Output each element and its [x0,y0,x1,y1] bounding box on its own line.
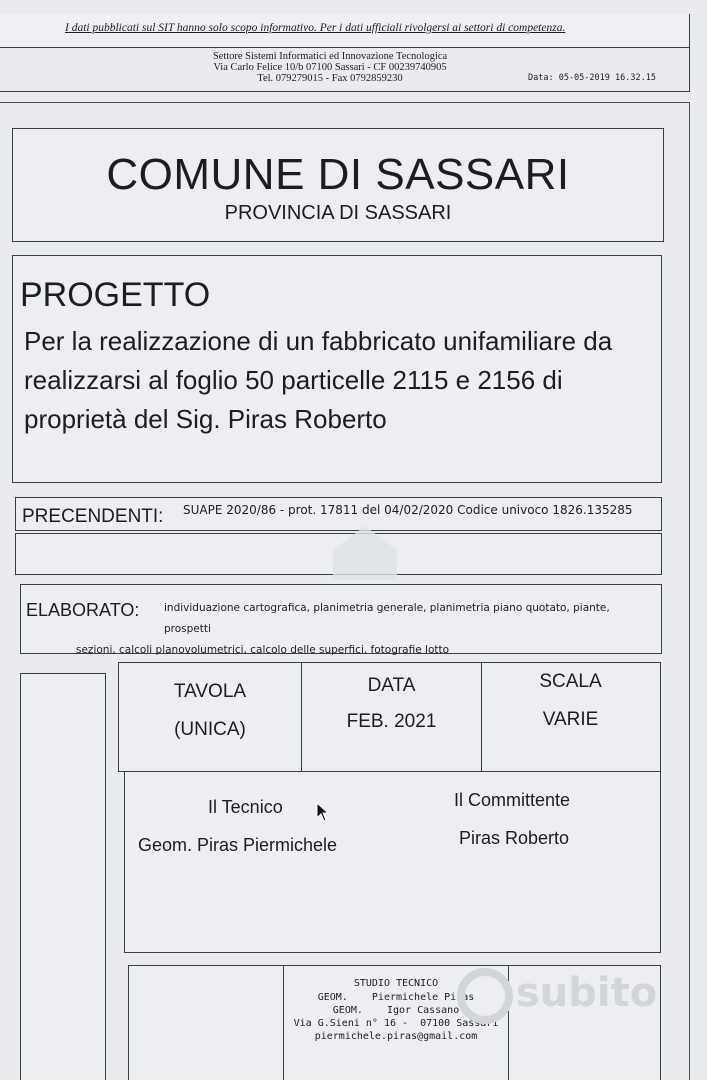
watermark-logo-icon [455,966,515,1026]
precedenti-value: SUAPE 2020/86 - prot. 17811 del 04/02/2020 Codice univoco 1826.135285 [183,503,633,517]
signatures-box [124,771,661,953]
studio-line-2: GEOM. Piermichele Piras [317,992,475,1003]
tavola-label: TAVOLA [173,681,247,702]
data-value: FEB. 2021 [346,711,437,732]
project-line-3: proprietà del Sig. Piras Roberto [24,404,387,434]
print-date: Data: 05-05-2019 16.32.15 [528,73,656,83]
disclaimer-text: I dati pubblicati sul SIT hanno solo scopo informativo. Per i dati ufficiali rivolgersi ai settori di competenza. [65,22,566,34]
info-table [118,662,661,772]
data-cell [302,663,482,771]
watermark-text: subito [516,970,658,1016]
project-line-1: Per la realizzazione di un fabbricato unifamiliare da [24,326,613,356]
tecnico-label: Il Tecnico [208,797,283,817]
scala-label: SCALA [539,671,602,692]
project-description [24,322,654,439]
province-subtitle: PROVINCIA DI SASSARI [224,202,452,224]
mouse-cursor-icon [316,802,330,822]
municipality-title: COMUNE DI SASSARI [106,150,570,199]
project-label: PROGETTO [20,276,211,314]
tavola-cell [119,663,302,771]
watermark-center-icon [325,520,405,584]
elaborato-line-1: individuazione cartografica, planimetria generale, planimetria piano quotato, piante, prospetti [164,602,610,635]
project-line-2: realizzarsi al foglio 50 particelle 2115 e 2156 di [24,365,563,395]
studio-line-5: piermichele.piras@gmail.com [314,1031,478,1042]
scala-cell [482,663,659,771]
studio-line-1: STUDIO TECNICO [353,978,439,989]
office-line-1: Settore Sistemi Informatici ed Innovazione Tecnologica [212,51,448,62]
studio-line-4: Via G.Sieni n° 16 - 07100 Sassari [293,1018,499,1029]
tavola-value: (UNICA) [174,719,246,740]
office-line-2: Via Carlo Felice 10/b 07100 Sassari - CF 00239740905 [213,62,447,73]
scala-value: VARIE [542,709,599,730]
studio-line-3: GEOM. Igor Cassano [332,1005,460,1016]
side-column [20,673,106,1080]
office-line-3: Tel. 079279015 - Fax 0792859230 [257,73,403,84]
elaborato-label: ELABORATO: [26,600,140,620]
elaborato-line-2: sezioni, calcoli planovolumetrici, calcolo delle superfici, fotografie lotto [76,644,450,656]
tecnico-name: Geom. Piras Piermichele [138,835,338,855]
data-label: DATA [367,675,416,696]
precedenti-label: PRECENDENTI: [22,506,164,527]
committente-label: Il Committente [454,790,571,810]
committente-name: Piras Roberto [459,828,570,848]
